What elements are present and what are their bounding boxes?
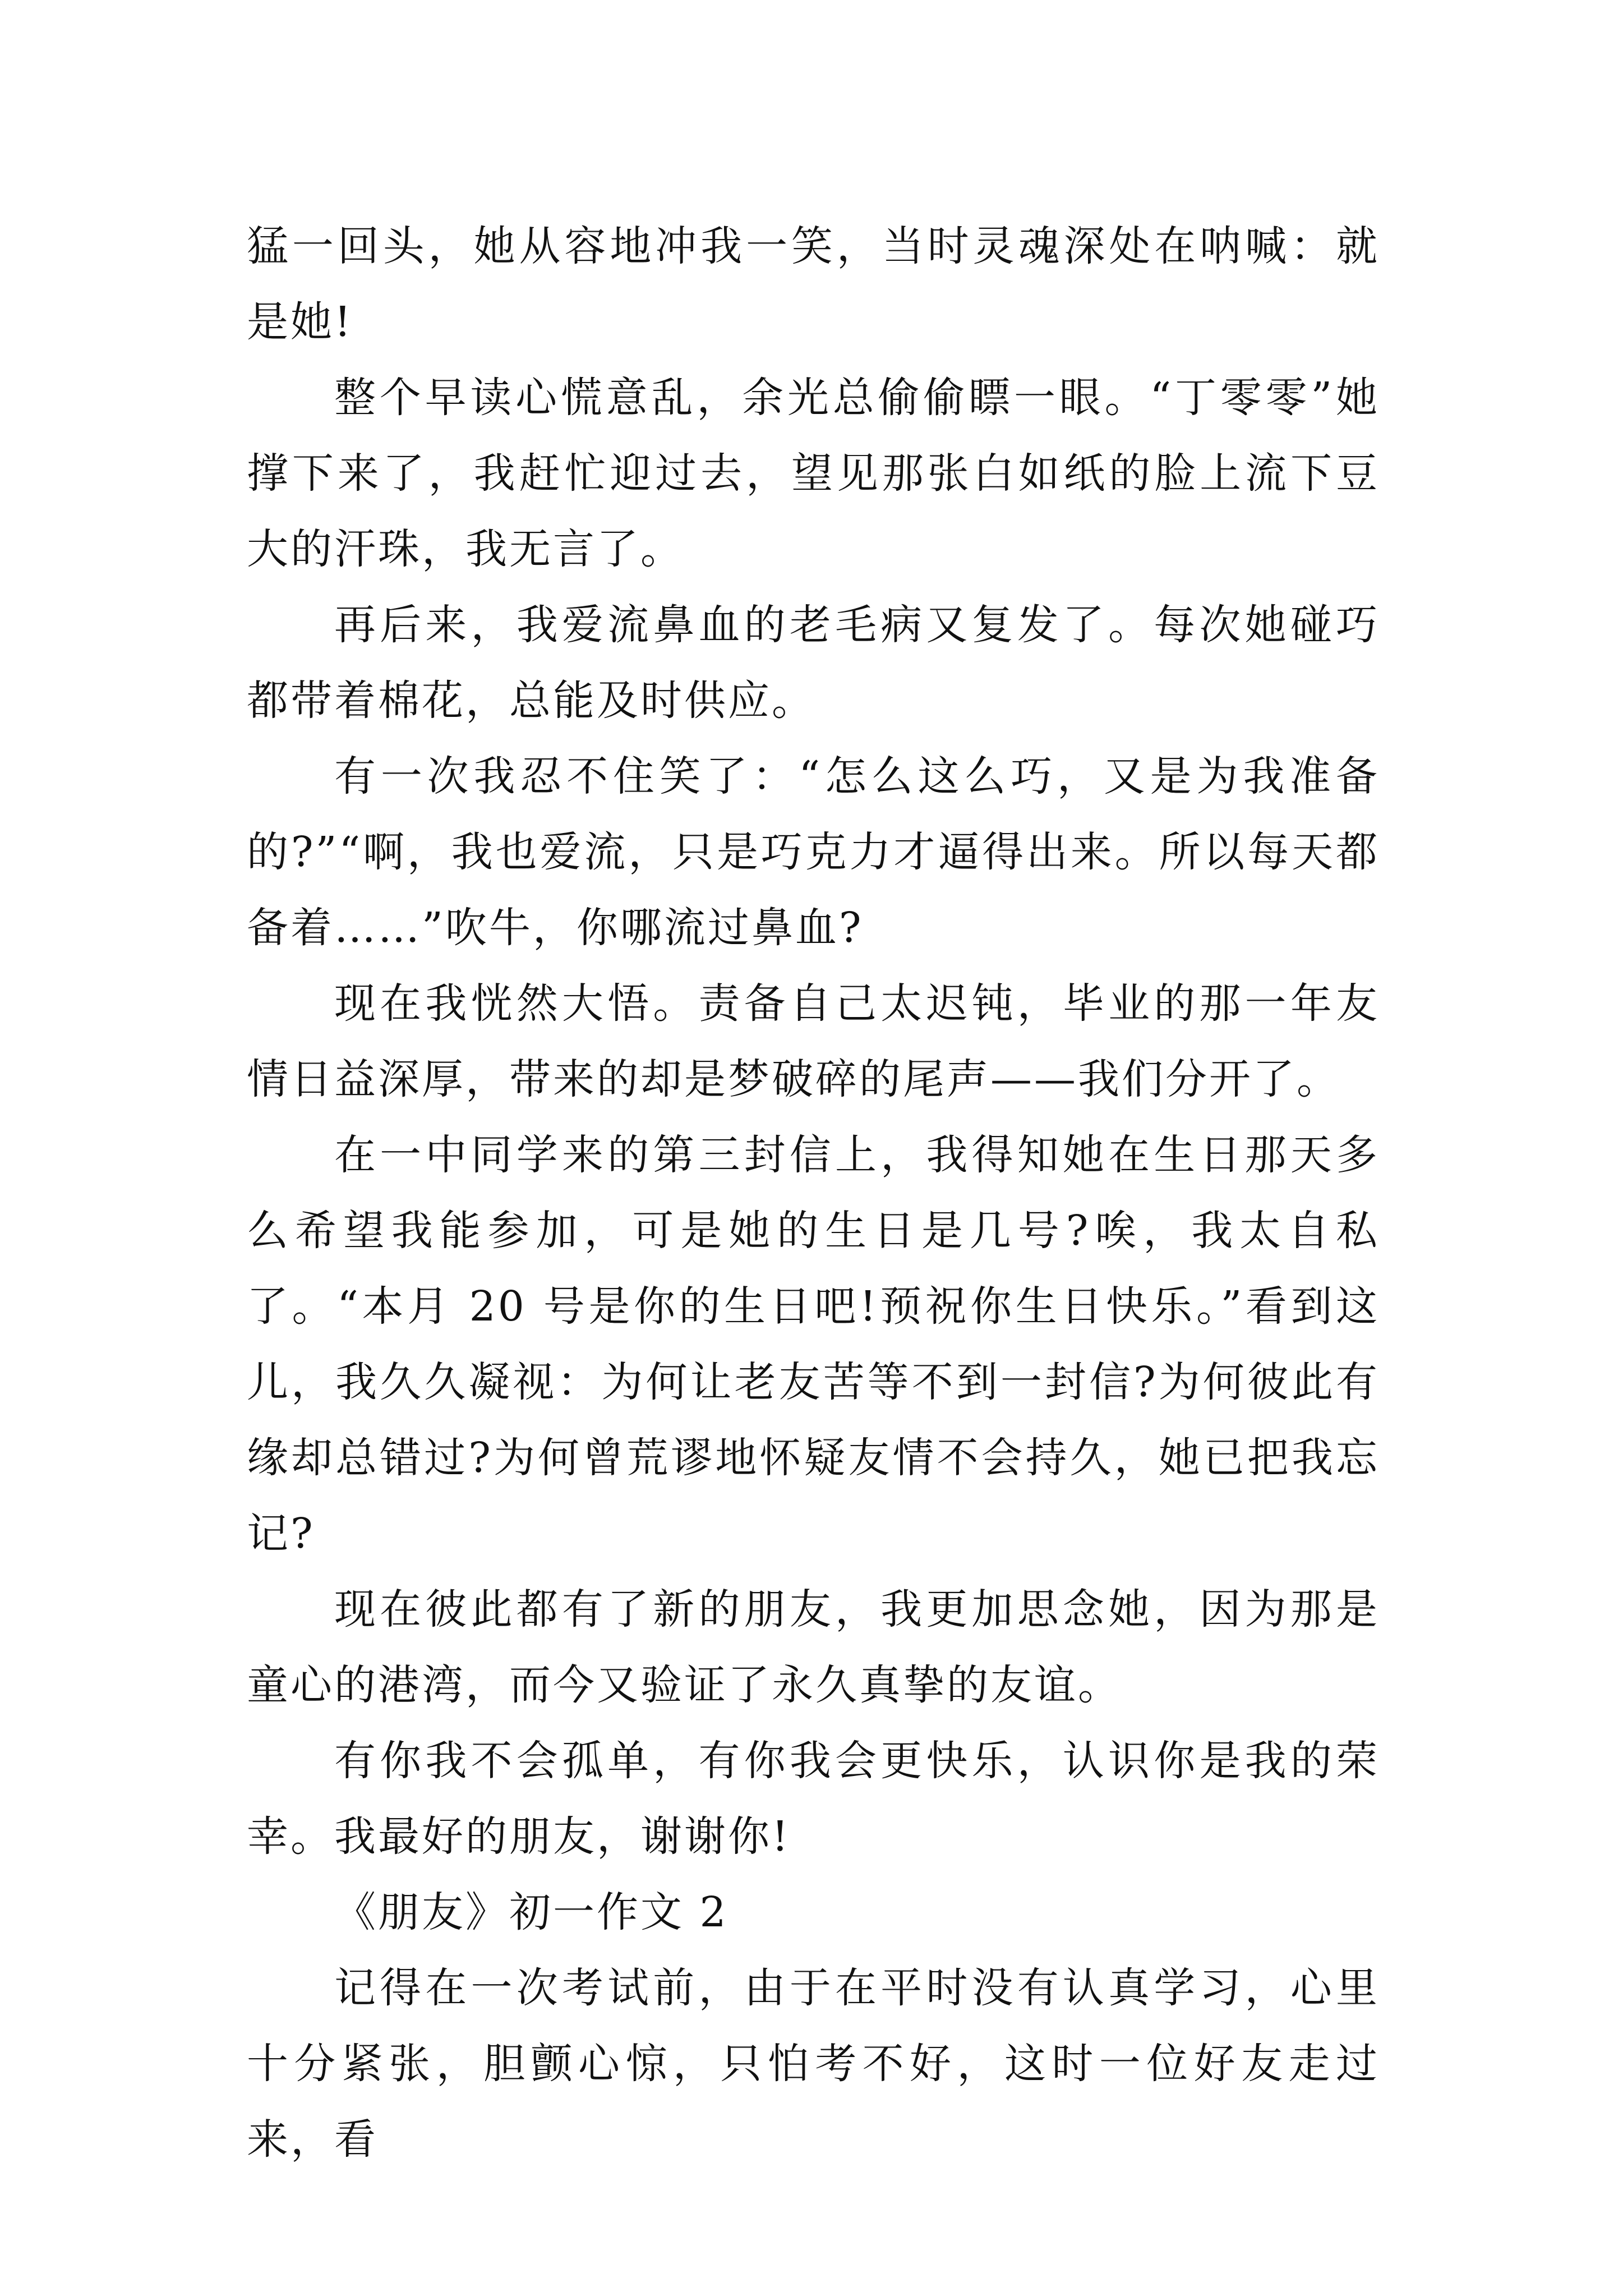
paragraph: 在一中同学来的第三封信上，我得知她在生日那天多么希望我能参加，可是她的生日是几号?唉，我太自私了。“本月 20 号是你的生日吧!预祝你生日快乐。”看到这儿，我久久凝视：为何让老友苦等不到一封信?为何彼此有缘却总错过?为何曾荒谬地怀疑友情不会持久，她已把我忘记? <box>247 1131 1380 1558</box>
paragraph: 整个早读心慌意乱，余光总偷偷瞟一眼。“丁零零”她撑下来了，我赶忙迎过去，望见那张白如纸的脸上流下豆大的汗珠，我无言了。 <box>247 374 1380 573</box>
document-body <box>247 209 1380 2178</box>
paragraph: 猛一回头，她从容地冲我一笑，当时灵魂深处在呐喊：就是她! <box>247 222 1380 346</box>
paragraph: 再后来，我爱流鼻血的老毛病又复发了。每次她碰巧都带着棉花，总能及时供应。 <box>247 601 1380 725</box>
paragraph: 现在彼此都有了新的朋友，我更加思念她，因为那是童心的港湾，而今又验证了永久真挚的友谊。 <box>247 1585 1380 1709</box>
paragraph: 记得在一次考试前，由于在平时没有认真学习，心里十分紧张，胆颤心惊，只怕考不好，这时一位好友走过来，看 <box>247 1964 1380 2164</box>
paragraph: 有一次我忍不住笑了：“怎么这么巧，又是为我准备的?”“啊，我也爱流，只是巧克力才逼得出来。所以每天都备着……”吹牛，你哪流过鼻血? <box>247 752 1380 952</box>
section-heading: 《朋友》初一作文 2 <box>334 1888 728 1936</box>
paragraph: 有你我不会孤单，有你我会更快乐，认识你是我的荣幸。我最好的朋友，谢谢你! <box>247 1737 1380 1861</box>
paragraph: 现在我恍然大悟。责备自己太迟钝，毕业的那一年友情日益深厚，带来的却是梦破碎的尾声——我们分开了。 <box>247 979 1380 1103</box>
